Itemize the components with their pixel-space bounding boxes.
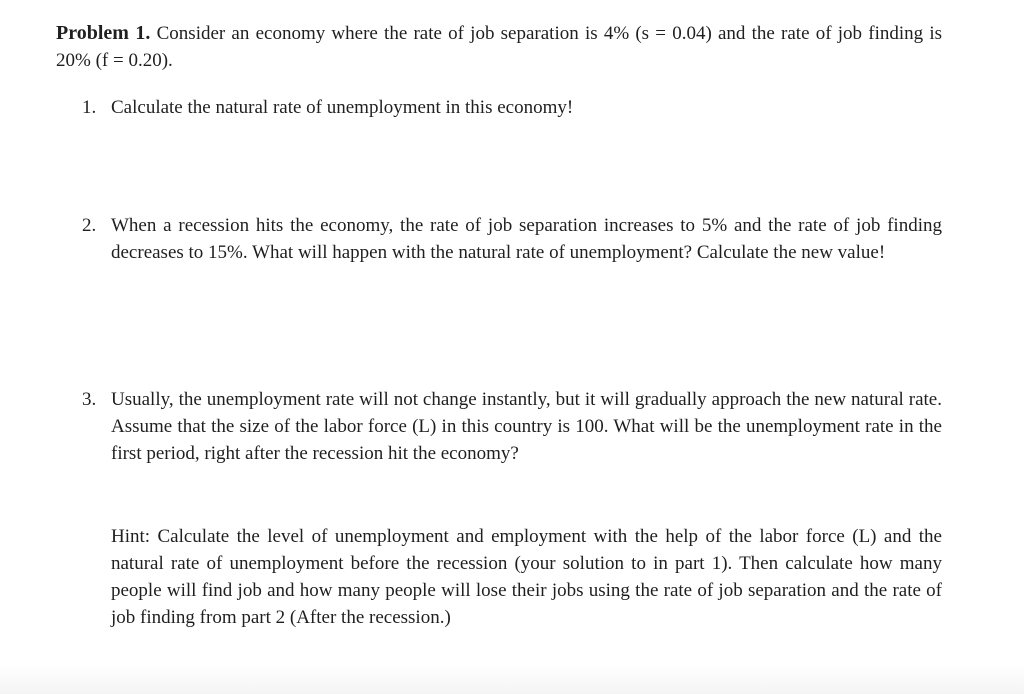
question-text: When a recession hits the economy, the rate of job separation increases to 5% and the rate of job finding decreases to 15%. What will happen with the natural rate of unemployment? Calculate the new value! <box>111 215 942 263</box>
problem-intro: Consider an economy where the rate of job separation is 4% (s = 0.04) and the rate of job finding is 20% (f = 0.20). <box>56 23 943 71</box>
question-text: Usually, the unemployment rate will not change instantly, but it will gradually approach the new natural rate. Assume that the size of the labor force (L) in this country is 100. What will be the unemployment rate in the first period, right after the recession hit the economy? <box>111 389 942 464</box>
question-number: 3. <box>82 389 97 410</box>
question-text: Calculate the natural rate of unemployment in this economy! <box>111 97 574 118</box>
question-item-3 <box>82 386 942 467</box>
question-item-2 <box>82 212 942 266</box>
question-number: 1. <box>82 97 97 118</box>
question-item-1 <box>82 94 942 121</box>
hint-paragraph: Hint: Calculate the level of unemployment and employment with the help of the labor force (L) and the natural rate of unemployment before the recession (your solution to in part 1). Then calculate how many people will find job and how many people will lose their jobs using the rate of job separation and the rate of job finding from part 2 (After the recession.) <box>111 526 942 628</box>
problem-statement <box>56 20 942 74</box>
problem-heading: Problem 1. <box>56 22 151 44</box>
question-number: 2. <box>82 215 97 236</box>
